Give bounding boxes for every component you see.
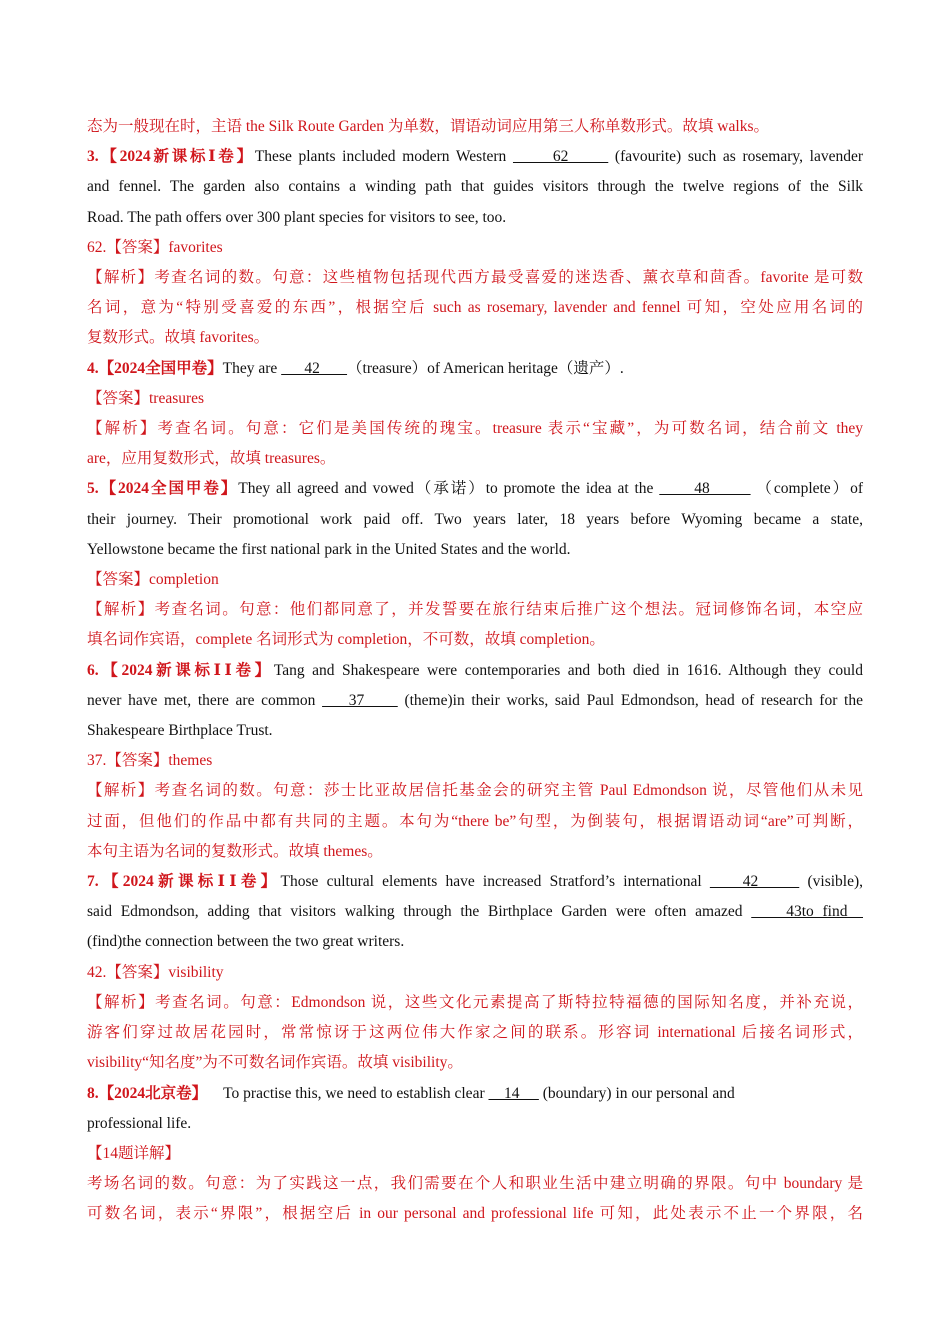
q4-number: 4. [87, 359, 99, 377]
q3-hint: (favourite) such as rosemary, lavender [614, 148, 864, 166]
q8-detail-heading: 【14题详解】 [87, 1144, 181, 1162]
q6-stem-line-1 [87, 656, 863, 686]
q3-blank: 62 [512, 148, 609, 166]
q6-hint: (theme)in their works, said Paul Edmondson, head of research for the [404, 691, 863, 709]
q3-analysis-line-3: 复数形式。故填 favorites。 [87, 329, 270, 347]
q4-analysis-line-1: 【解析】考查名词。句意：它们是美国传统的瑰宝。treasure 表示“宝藏”，为可数名词，结合前文 they [87, 420, 863, 438]
q3-number: 3. [87, 148, 99, 166]
q6-text-2: never have met, there are common [87, 691, 316, 709]
q5-answer: 【答案】completion [87, 571, 219, 589]
q8-number: 8. [87, 1084, 99, 1102]
q6-stem-line-3: Shakespeare Birthplace Trust. [87, 722, 273, 740]
q7-blank-1: 42 [709, 873, 800, 891]
q7-source-tag: 【2024新课标ⅠⅠ卷】 [98, 873, 281, 891]
q8-source-tag: 【2024北京卷】 [98, 1084, 208, 1102]
q3-stem-line-1 [87, 142, 863, 172]
q2-analysis-tail: 态为一般现在时，主语 the Silk Route Garden 为单数，谓语动词应用第三人称单数形式。故填 walks。 [87, 118, 769, 135]
q5-stem-line-3: Yellowstone became the first national park in the United States and the world. [87, 540, 571, 558]
q7-analysis-line-3: visibility“知名度”为不可数名词作宾语。故填 visibility。 [87, 1054, 463, 1072]
q6-text: Tang and Shakespeare were contemporaries and both died in 1616. Although they could [273, 661, 863, 679]
q8-text: To practise this, we need to establish clear [223, 1084, 485, 1102]
q8-blank: 14 [488, 1084, 539, 1102]
q8-hint: (boundary) in our personal and [542, 1084, 735, 1102]
q5-hint: （complete）of [756, 480, 864, 498]
q4-blank: 42 [281, 359, 348, 377]
q4-analysis-line-2: are，应用复数形式，故填 treasures。 [87, 450, 336, 468]
q5-stem-line-2: their journey. Their promotional work paid off. Two years later, 18 years before Wyoming became a state, [87, 510, 863, 528]
q3-text: These plants included modern Western [254, 148, 507, 166]
q4-stem [87, 354, 863, 384]
q7-text-2: said Edmondson, adding that visitors walking through the Birthplace Garden were often amazed [87, 903, 743, 921]
q6-analysis-line-1: 【解析】考查名词的数。句意：莎士比亚故居信托基金会的研究主管 Paul Edmondson 说，尽管他们从未见 [87, 782, 863, 800]
q7-number: 7. [87, 873, 99, 891]
q3-stem-line-2: and fennel. The garden also contains a winding path that guides visitors through the twelve regions of the Silk [87, 178, 863, 196]
q7-stem-line-3: (find)the connection between the two great writers. [87, 933, 405, 951]
q7-analysis-line-1: 【解析】考查名词。句意：Edmondson 说，这些文化元素提高了斯特拉特福德的国际知名度，并补充说， [87, 993, 863, 1011]
q7-text: Those cultural elements have increased Stratford’s international [280, 873, 702, 891]
q6-analysis-line-3: 本句主语为名词的复数形式。故填 themes。 [87, 842, 383, 860]
q3-stem-line-3: Road. The path offers over 300 plant species for visitors to see, too. [87, 208, 507, 226]
q5-number: 5. [87, 480, 99, 498]
q5-analysis-line-2: 填名词作宾语，complete 名词形式为 completion，不可数，故填 completion。 [87, 631, 605, 649]
q4-answer: 【答案】treasures [87, 389, 205, 407]
q7-answer: 42.【答案】visibility [87, 963, 224, 981]
q8-stem-line-1 [87, 1079, 863, 1109]
q7-analysis-line-2: 游客们穿过故居花园时，常常惊讶于这两位伟大作家之间的联系。形容词 international 后接名词形式， [87, 1024, 863, 1042]
q6-stem-line-2 [87, 686, 863, 716]
q7-stem-line-1 [87, 867, 863, 897]
q8-analysis-line-2: 可数名词，表示“界限”，根据空后 in our personal and professional life 可知，此处表示不止一个界限，名 [87, 1205, 863, 1223]
q5-source-tag: 【2024全国甲卷】 [98, 480, 239, 498]
q7-hint-1: (visible), [807, 873, 864, 891]
q4-source-tag: 【2024全国甲卷】 [98, 359, 223, 377]
q5-blank: 48 [659, 480, 751, 498]
q5-analysis-line-1: 【解析】考查名词。句意：他们都同意了，并发誓要在旅行结束后推广这个想法。冠词修饰名词，本空应 [87, 601, 863, 619]
q4-hint: （treasure）of American heritage（遗产）. [347, 359, 624, 377]
q5-text: They all agreed and vowed（承诺）to promote the idea at the [238, 480, 654, 498]
q7-blank-2: 43to find [751, 903, 863, 921]
q6-number: 6. [87, 661, 99, 679]
q8-analysis-line-1: 考场名词的数。句意：为了实践这一点，我们需要在个人和职业生活中建立明确的界限。句中 boundary 是 [87, 1175, 863, 1193]
document-body [87, 112, 863, 1230]
q3-analysis-line-2: 名词，意为“特别受喜爱的东西”，根据空后 such as rosemary, lavender and fennel 可知，空处应用名词的 [87, 299, 863, 317]
q5-stem-line-1 [87, 474, 863, 504]
q8-stem-line-2: professional life. [87, 1114, 192, 1132]
q3-source-tag: 【2024新课标Ⅰ卷】 [98, 148, 255, 166]
q6-analysis-line-2: 过面，但他们的作品中都有共同的主题。本句为“there be”句型，为倒装句，根据谓语动词“are”可判断， [87, 812, 863, 830]
q6-blank: 37 [322, 691, 398, 709]
q7-stem-line-2 [87, 897, 863, 927]
q3-analysis-line-1: 【解析】考查名词的数。句意：这些植物包括现代西方最受喜爱的迷迭香、薰衣草和茴香。favorite 是可数 [87, 269, 863, 287]
q3-answer: 62.【答案】favorites [87, 238, 223, 256]
q6-source-tag: 【2024新课标ⅠⅠ卷】 [98, 661, 274, 679]
q4-text: They are [222, 359, 278, 377]
q6-answer: 37.【答案】themes [87, 752, 213, 770]
